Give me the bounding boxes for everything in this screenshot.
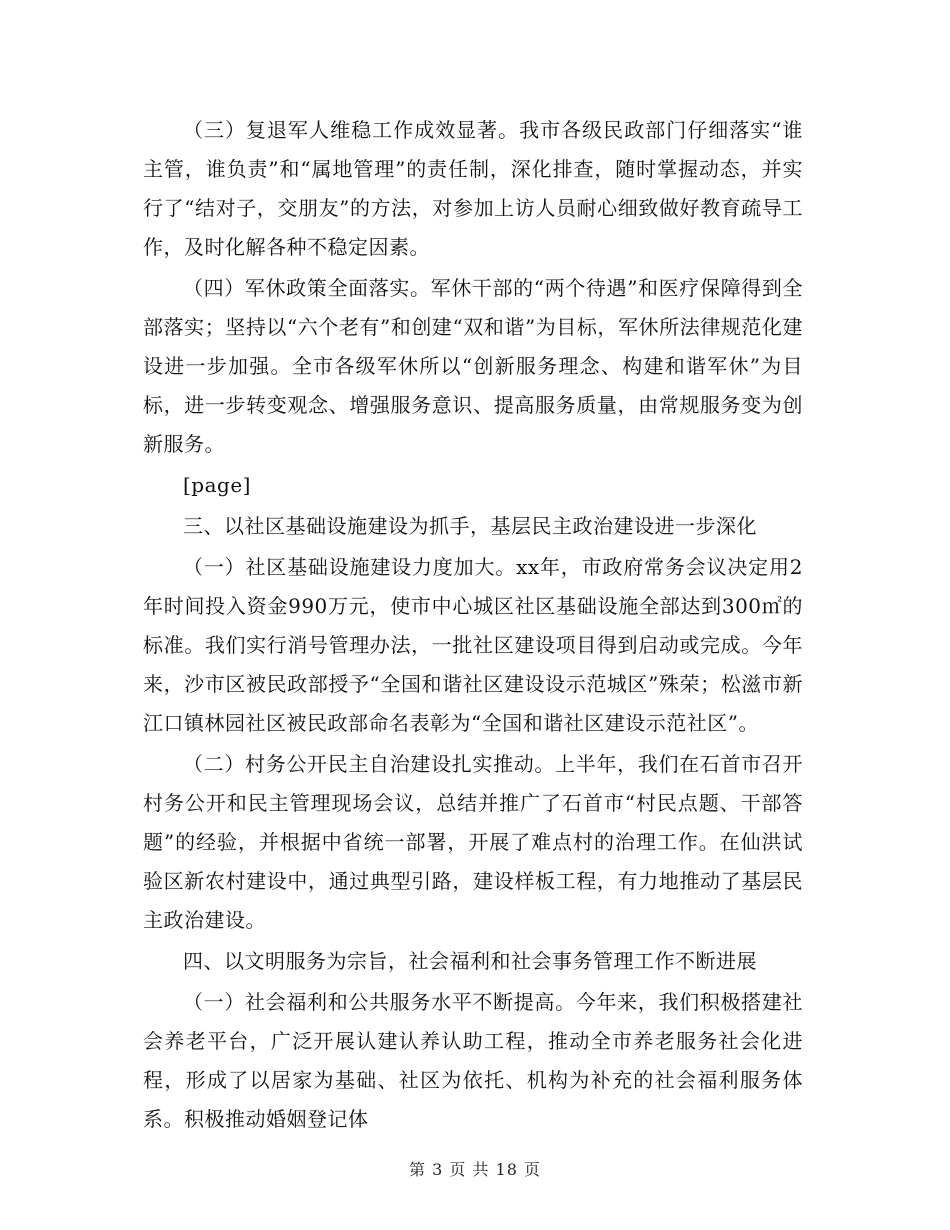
page-footer: 第 3 页 共 18 页 bbox=[409, 1160, 541, 1179]
page-break-marker: [page] bbox=[183, 473, 251, 497]
paragraph-village-affairs: （二）村务公开民主自治建设扎实推动。上半年，我们在石首市召开村务公开和民主管理现场会议，总结并推广了石首市“村民点题、干部答题”的经验，并根据中省统一部署，开展了难点村的治理工作。在仙洪试验区新农村建设中，通过典型引路，建设样板工程，有力地推动了基层民主政治建设。 bbox=[143, 752, 803, 932]
document-body bbox=[143, 111, 803, 1141]
section-heading-civilized-service: 四、以文明服务为宗旨，社会福利和社会事务管理工作不断进展 bbox=[183, 949, 757, 973]
paragraph-veterans-stability: （三）复退军人维稳工作成效显著。我市各级民政部门仔细落实“谁主管，谁负责”和“属地管理”的责任制，深化排查，随时掌握动态，并实行了“结对子，交朋友”的方法，对参加上访人员耐心细致做好教育疏导工作，及时化解各种不稳定因素。 bbox=[143, 118, 803, 259]
paragraph-social-welfare: （一）社会福利和公共服务水平不断提高。今年来，我们积极搭建社会养老平台，广泛开展认建认养认助工程，推动全市养老服务社会化进程，形成了以居家为基础、社区为依托、机构为补充的社会福利服务体系。积极推动婚姻登记体 bbox=[143, 990, 803, 1131]
paragraph-military-retirement-policy: （四）军休政策全面落实。军休干部的“两个待遇”和医疗保障得到全部落实；坚持以“六个老有”和创建“双和谐”为目标，军休所法律规范化建设进一步加强。全市各级军休所以“创新服务理念、构建和谐军休”为目标，进一步转变观念、增强服务意识、提高服务质量，由常规服务变为创新服务。 bbox=[143, 276, 803, 456]
paragraph-community-infrastructure: （一）社区基础设施建设力度加大。xx年，市政府常务会议决定用2年时间投入资金990万元，使市中心城区社区基础设施全部达到300㎡的标准。我们实行消号管理办法，一批社区建设项目得到启动或完成。今年来，沙市区被民政部授予“全国和谐社区建设设示范城区”殊荣；松滋市新江口镇林园社区被民政部命名表彰为“全国和谐社区建设示范社区”。 bbox=[143, 555, 803, 735]
section-heading-community-infrastructure: 三、以社区基础设施建设为抓手，基层民主政治建设进一步深化 bbox=[183, 514, 757, 538]
